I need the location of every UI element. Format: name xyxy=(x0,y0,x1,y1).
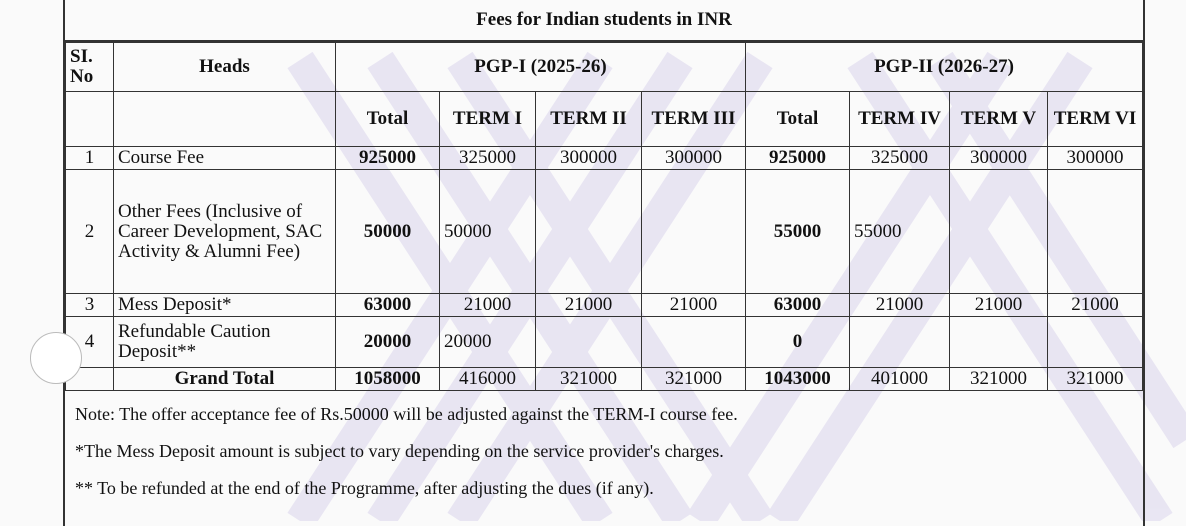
row-no: 2 xyxy=(66,170,114,294)
col-term1: TERM I xyxy=(440,92,536,147)
note-offer-fee: Note: The offer acceptance fee of Rs.50000 will be adjusted against the TERM-I course fee. xyxy=(75,404,738,424)
col-pgp1-total: Total xyxy=(336,92,440,147)
term6-total: 321000 xyxy=(1048,368,1143,391)
row-no: 4 xyxy=(66,317,114,368)
term5-cell: 21000 xyxy=(950,294,1048,317)
row-head: Refundable Caution Deposit** xyxy=(114,317,336,368)
pgp2-grand-total: 1043000 xyxy=(746,368,850,391)
grand-total-label: Grand Total xyxy=(114,368,336,391)
row-no: 1 xyxy=(66,147,114,170)
term3-total: 321000 xyxy=(642,368,746,391)
term4-cell: 21000 xyxy=(850,294,950,317)
pgp1-grand-total: 1058000 xyxy=(336,368,440,391)
term5-cell: 300000 xyxy=(950,147,1048,170)
term6-cell xyxy=(1048,317,1143,368)
term6-cell: 300000 xyxy=(1048,147,1143,170)
term2-cell xyxy=(536,317,642,368)
header-row-terms xyxy=(66,92,1143,147)
term1-cell: 325000 xyxy=(440,147,536,170)
row-head: Other Fees (Inclusive of Career Development, SAC Activity & Alumni Fee) xyxy=(114,170,336,294)
term6-cell xyxy=(1048,170,1143,294)
term4-total: 401000 xyxy=(850,368,950,391)
col-heads: Heads xyxy=(114,43,336,92)
term3-cell xyxy=(642,317,746,368)
term3-cell xyxy=(642,170,746,294)
notes-section xyxy=(65,391,1143,510)
col-term2: TERM II xyxy=(536,92,642,147)
term1-cell: 20000 xyxy=(440,317,536,368)
table-title: Fees for Indian students in INR xyxy=(65,0,1143,42)
term1-total: 416000 xyxy=(440,368,536,391)
term6-cell: 21000 xyxy=(1048,294,1143,317)
pgp1-total-cell: 63000 xyxy=(336,294,440,317)
table-row xyxy=(66,294,1143,317)
col-sl-no: SI. No xyxy=(66,43,114,92)
row-no: 3 xyxy=(66,294,114,317)
term4-cell xyxy=(850,317,950,368)
term5-cell xyxy=(950,170,1048,294)
term2-cell: 21000 xyxy=(536,294,642,317)
row-head: Mess Deposit* xyxy=(114,294,336,317)
grand-total-row xyxy=(66,368,1143,391)
fee-table xyxy=(65,42,1143,391)
pgp2-total-cell: 925000 xyxy=(746,147,850,170)
term4-cell: 55000 xyxy=(850,170,950,294)
blank-cell xyxy=(66,92,114,147)
term5-cell xyxy=(950,317,1048,368)
col-term6: TERM VI xyxy=(1048,92,1143,147)
table-row xyxy=(66,317,1143,368)
pgp1-total-cell: 925000 xyxy=(336,147,440,170)
table-row xyxy=(66,170,1143,294)
note-mess-deposit: *The Mess Deposit amount is subject to vary depending on the service provider's charges. xyxy=(75,441,724,461)
col-pgp2: PGP-II (2026-27) xyxy=(746,43,1143,92)
col-pgp2-total: Total xyxy=(746,92,850,147)
term2-cell: 300000 xyxy=(536,147,642,170)
pgp1-total-cell: 50000 xyxy=(336,170,440,294)
pgp2-total-cell: 55000 xyxy=(746,170,850,294)
binder-hole xyxy=(30,332,82,384)
table-row xyxy=(66,147,1143,170)
term1-cell: 50000 xyxy=(440,170,536,294)
blank-cell xyxy=(114,92,336,147)
row-head: Course Fee xyxy=(114,147,336,170)
term3-cell: 300000 xyxy=(642,147,746,170)
col-term4: TERM IV xyxy=(850,92,950,147)
col-term5: TERM V xyxy=(950,92,1048,147)
term4-cell: 325000 xyxy=(850,147,950,170)
col-term3: TERM III xyxy=(642,92,746,147)
term3-cell: 21000 xyxy=(642,294,746,317)
pgp1-total-cell: 20000 xyxy=(336,317,440,368)
fee-sheet xyxy=(63,0,1145,526)
note-refund: ** To be refunded at the end of the Programme, after adjusting the dues (if any). xyxy=(75,478,654,498)
pgp2-total-cell: 0 xyxy=(746,317,850,368)
term2-cell xyxy=(536,170,642,294)
term1-cell: 21000 xyxy=(440,294,536,317)
header-row-groups xyxy=(66,43,1143,92)
term2-total: 321000 xyxy=(536,368,642,391)
col-pgp1: PGP-I (2025-26) xyxy=(336,43,746,92)
pgp2-total-cell: 63000 xyxy=(746,294,850,317)
term5-total: 321000 xyxy=(950,368,1048,391)
